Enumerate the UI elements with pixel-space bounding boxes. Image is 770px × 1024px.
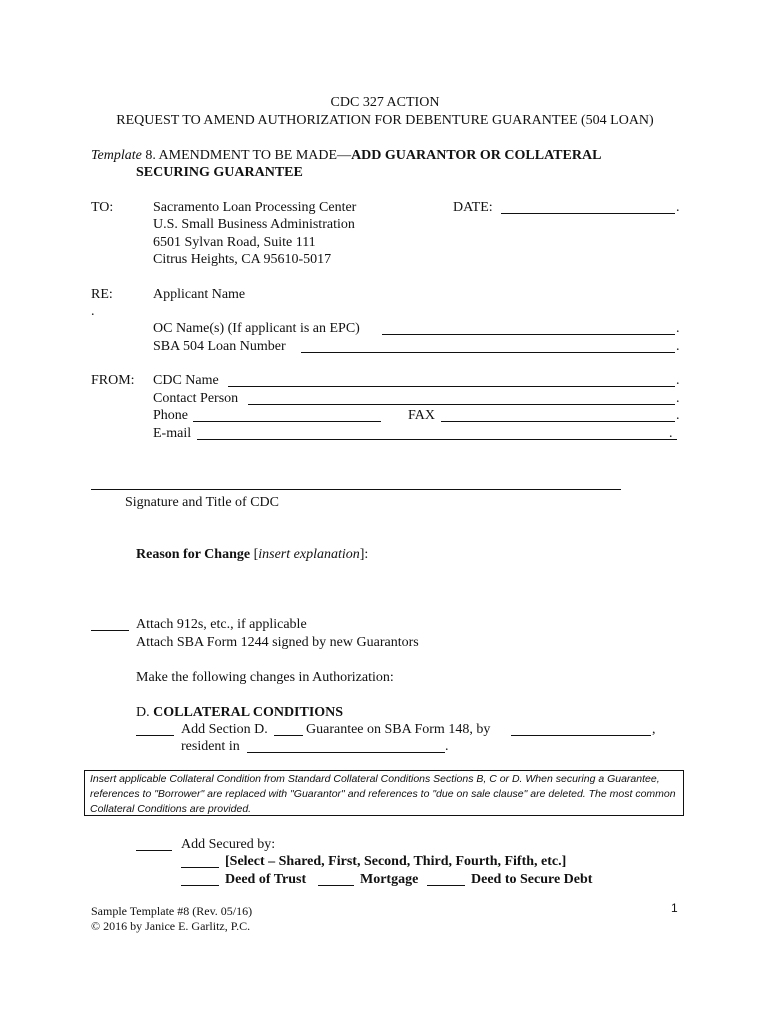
collateral-heading: [136, 704, 343, 721]
fax-label: FAX: [408, 408, 435, 423]
title-line-2: REQUEST TO AMEND AUTHORIZATION FOR DEBENTURE GUARANTEE (504 LOAN): [116, 113, 654, 128]
mortgage-blank[interactable]: [318, 885, 354, 886]
to-line-3: 6501 Sylvan Road, Suite 111: [153, 235, 316, 250]
from-label: FROM:: [91, 373, 135, 388]
mortgage-label: Mortgage: [360, 872, 419, 887]
loan-number-label: SBA 504 Loan Number: [153, 339, 286, 354]
resident-period: .: [445, 739, 449, 754]
add-section-blank[interactable]: [136, 735, 174, 736]
email-label: E-mail: [153, 426, 192, 441]
email-field[interactable]: [197, 439, 669, 440]
resident-in-label: resident in: [181, 739, 240, 754]
cdc-name-label: CDC Name: [153, 373, 219, 388]
footer-template: Sample Template #8 (Rev. 05/16): [91, 904, 253, 918]
cdc-period: .: [676, 373, 680, 388]
re-period: .: [91, 304, 95, 319]
reason-close: ]:: [359, 547, 369, 562]
reason-open: [: [250, 547, 259, 562]
contact-label: Contact Person: [153, 391, 239, 406]
oc-names-field[interactable]: [382, 334, 675, 335]
contact-period: .: [676, 391, 680, 406]
phone-label: Phone: [153, 408, 188, 423]
title-line-1: CDC 327 ACTION: [330, 95, 440, 110]
footer-copyright: © 2016 by Janice E. Garlitz, P.C.: [91, 919, 251, 933]
guarantee-text: Guarantee on SBA Form 148, by: [306, 722, 491, 737]
collateral-title: COLLATERAL CONDITIONS: [153, 705, 344, 720]
to-label: TO:: [91, 200, 114, 215]
page-number: 1: [671, 901, 678, 915]
template-bold-1: ADD GUARANTOR OR COLLATERAL: [351, 148, 602, 163]
email-period: .: [669, 426, 673, 441]
signature-label: Signature and Title of CDC: [125, 495, 280, 510]
oc-period: .: [676, 321, 680, 336]
date-label: DATE:: [453, 200, 493, 215]
collateral-instructions-box: Insert applicable Collateral Condition from Standard Collateral Conditions Sections B, C or D. When securing a Guarantee, references to "Borrower" are replaced with "Guarantor" and references to "due on sale clause" are deleted. The most common Collateral Conditions are provided.: [84, 770, 684, 816]
deed-secure-blank[interactable]: [427, 885, 465, 886]
secured-by-label: Add Secured by:: [181, 837, 276, 852]
changes-intro: Make the following changes in Authorization:: [136, 670, 394, 685]
deed-secure-label: Deed to Secure Debt: [471, 872, 593, 887]
select-position: [Select – Shared, First, Second, Third, Fourth, Fifth, etc.]: [225, 854, 567, 869]
oc-names-label: OC Name(s) (If applicant is an EPC): [153, 321, 360, 336]
date-field[interactable]: [501, 213, 675, 214]
template-bold-2: SECURING GUARANTEE: [136, 165, 303, 180]
to-line-4: Citrus Heights, CA 95610-5017: [153, 252, 332, 267]
reason-for-change: [136, 546, 368, 563]
signature-line[interactable]: [91, 489, 621, 490]
re-label: RE:: [91, 287, 113, 302]
loan-number-field[interactable]: [301, 352, 675, 353]
guarantor-comma: ,: [652, 722, 656, 737]
date-period: .: [676, 200, 680, 215]
attach-checkbox-line[interactable]: [91, 630, 129, 631]
select-blank[interactable]: [181, 867, 219, 868]
cdc-name-field[interactable]: [228, 386, 675, 387]
collateral-prefix: D.: [136, 705, 154, 720]
template-prefix: Template: [91, 148, 142, 163]
secured-by-blank[interactable]: [136, 850, 172, 851]
loan-period: .: [676, 339, 680, 354]
fax-field[interactable]: [441, 421, 675, 422]
contact-field[interactable]: [248, 404, 675, 405]
applicant-name-label: Applicant Name: [153, 287, 246, 302]
deed-of-trust-blank[interactable]: [181, 885, 219, 886]
to-line-1: Sacramento Loan Processing Center: [153, 200, 357, 215]
email-tail-line: [669, 439, 677, 440]
guarantor-field[interactable]: [511, 735, 651, 736]
deed-of-trust-label: Deed of Trust: [225, 872, 307, 887]
attach-line-2: Attach SBA Form 1244 signed by new Guarantors: [136, 635, 419, 650]
add-section-label: Add Section D.: [181, 722, 268, 737]
reason-italic: insert explanation: [258, 547, 360, 562]
reason-bold: Reason for Change: [136, 547, 251, 562]
fax-period: .: [676, 408, 680, 423]
template-middle: 8. AMENDMENT TO BE MADE—: [141, 148, 352, 163]
attach-line-1: Attach 912s, etc., if applicable: [136, 617, 307, 632]
resident-in-field[interactable]: [247, 752, 445, 753]
section-number-field[interactable]: [274, 735, 303, 736]
to-line-2: U.S. Small Business Administration: [153, 217, 355, 232]
phone-field[interactable]: [193, 421, 381, 422]
template-heading: [91, 147, 601, 164]
